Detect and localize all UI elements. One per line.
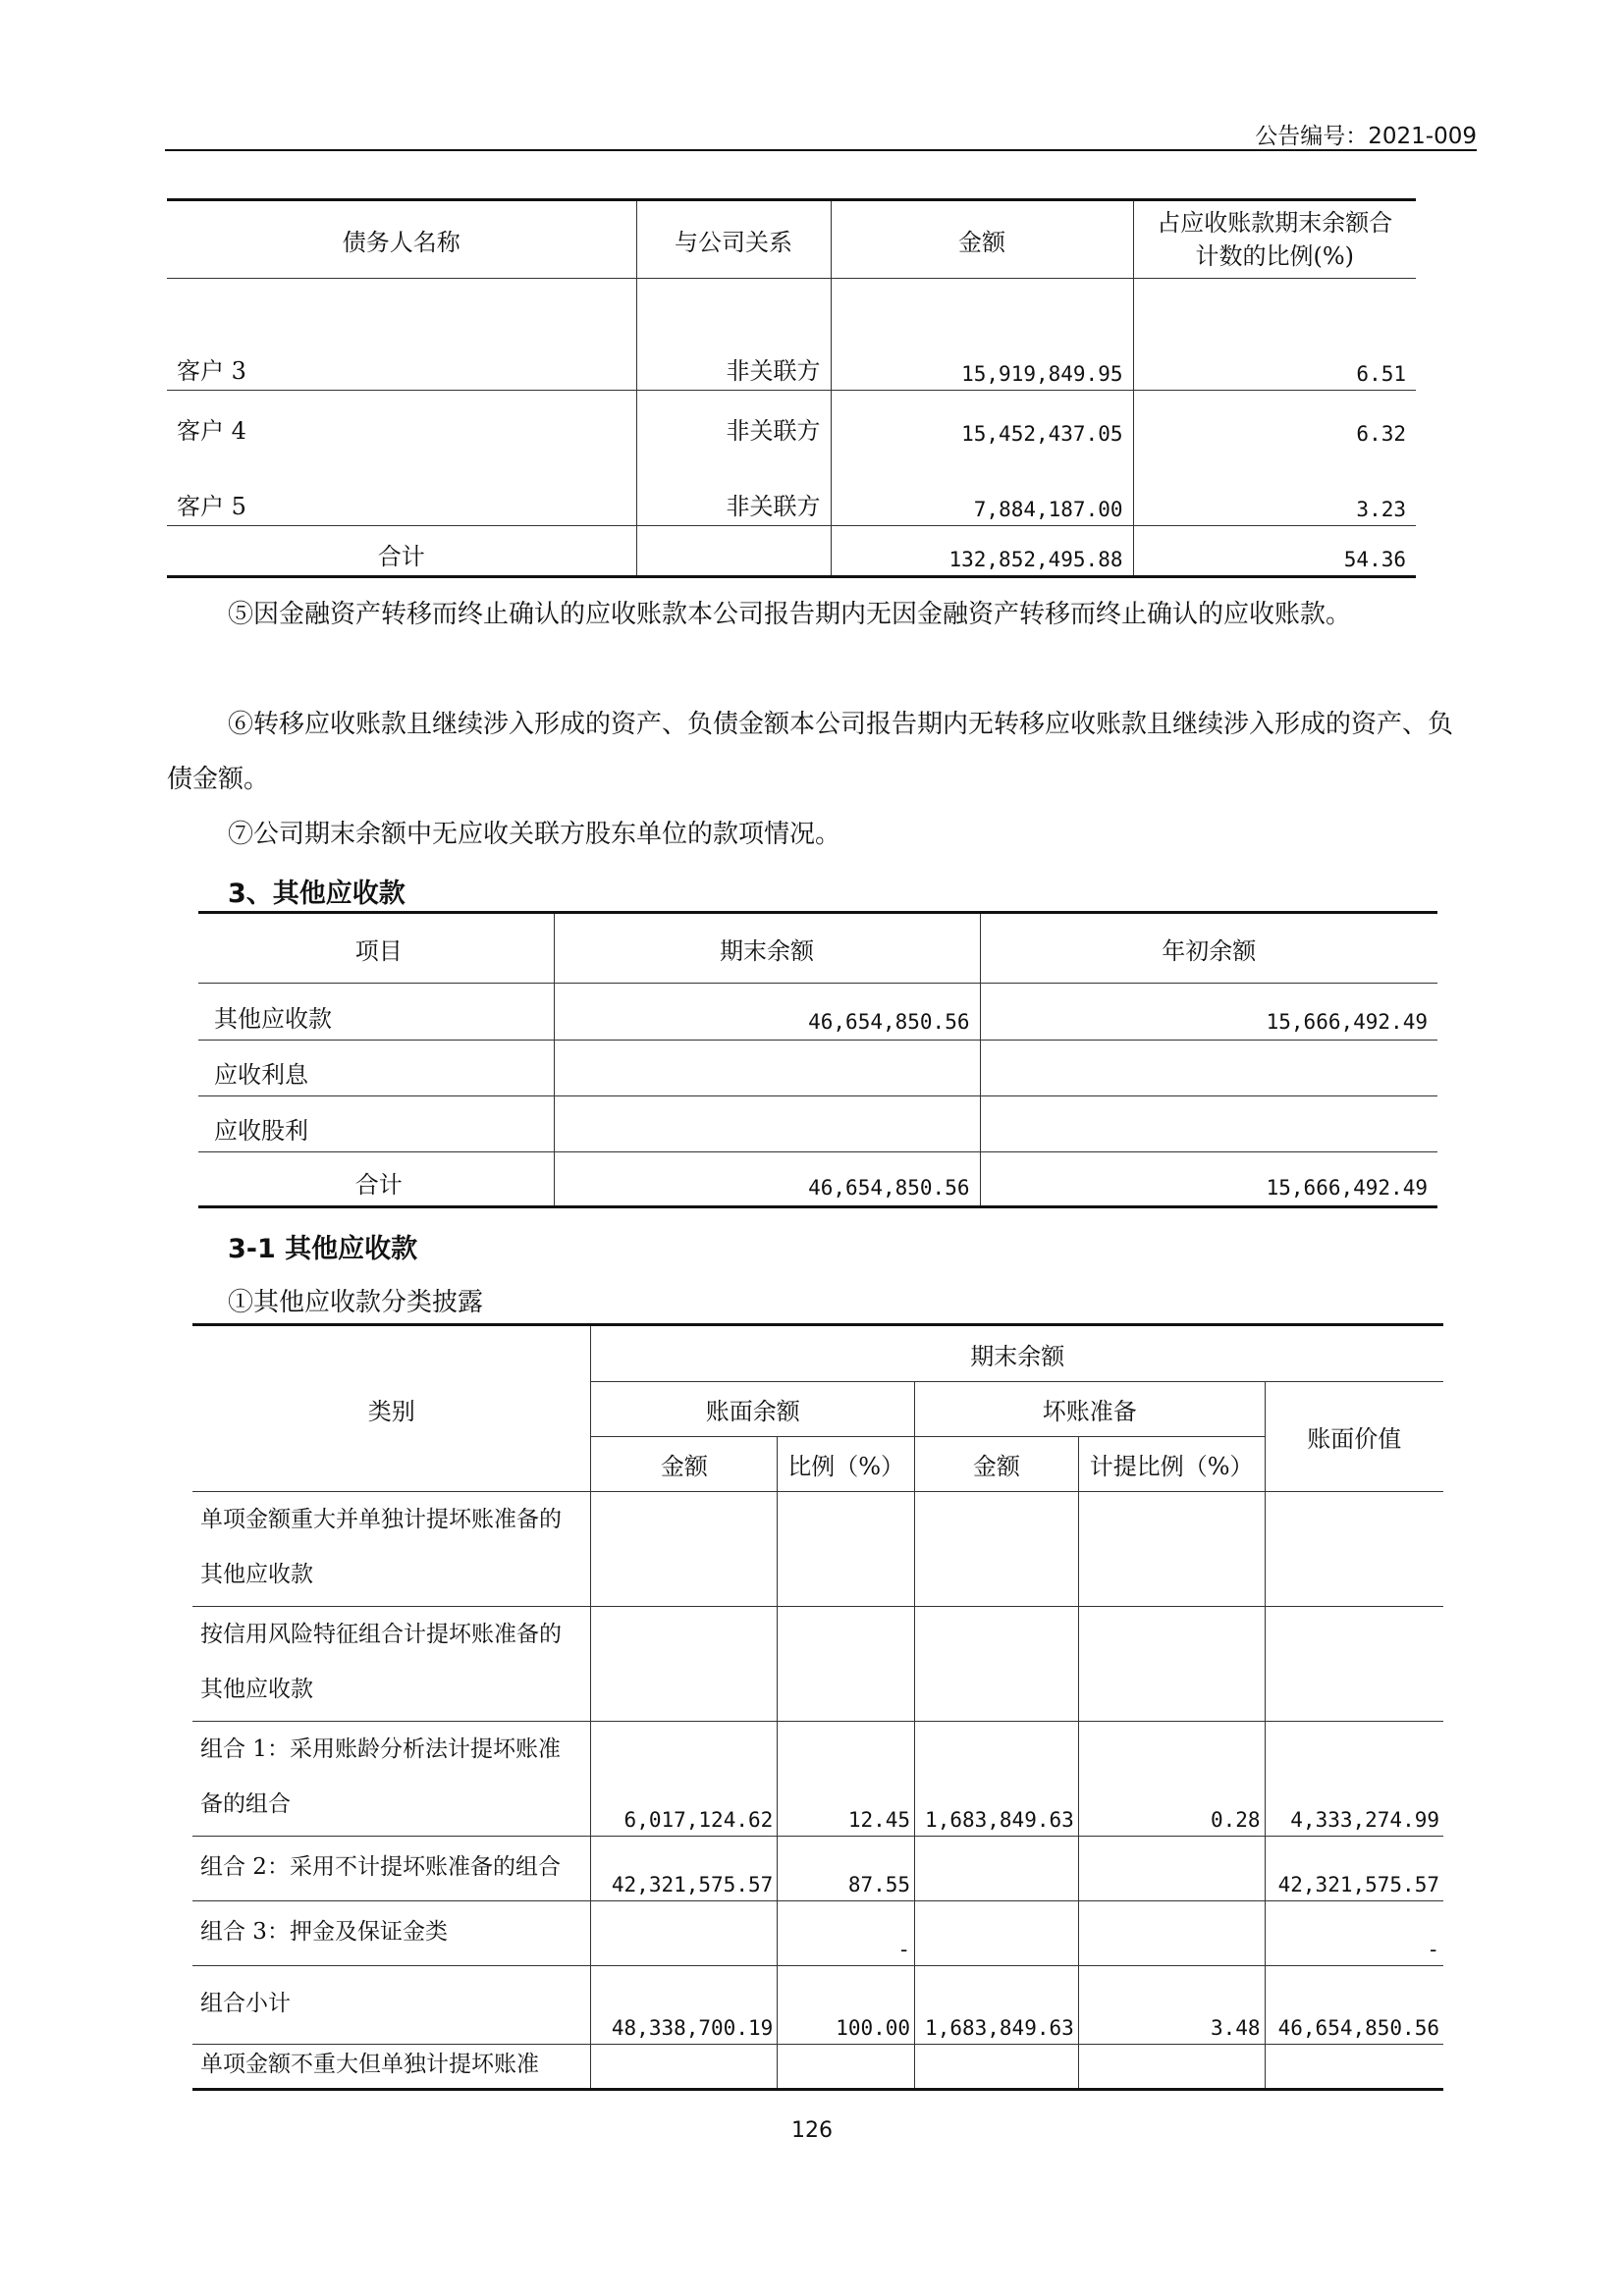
header-amount: 金额	[591, 1437, 778, 1492]
table-total-row	[198, 1152, 1437, 1207]
item-name: 其他应收款	[198, 984, 554, 1041]
book-ratio: 100.00	[778, 1966, 915, 2045]
table-row	[192, 1492, 1443, 1607]
header-begin-balance: 年初余额	[980, 913, 1437, 984]
begin-balance	[980, 1096, 1437, 1152]
item-name: 应收股利	[198, 1096, 554, 1152]
table-row	[198, 984, 1437, 1041]
category-label: 按信用风险特征组合计提坏账准备的其他应收款	[192, 1607, 591, 1722]
subsection-title: 3-1 其他应收款	[228, 1234, 418, 1264]
other-receivables-classification-table	[192, 1323, 1443, 2091]
book-value: 42,321,575.57	[1265, 1837, 1443, 1901]
page-number: 126	[791, 2118, 833, 2143]
category-label: 组合 2：采用不计提坏账准备的组合	[192, 1837, 591, 1901]
table-row	[192, 1607, 1443, 1722]
debtor-name: 客户 4	[177, 416, 246, 445]
book-value: -	[1265, 1901, 1443, 1966]
paragraph-6: ⑥转移应收账款且继续涉入形成的资产、负债金额本公司报告期内无转移应收账款且继续涉入形成的资产、负债金额。	[167, 710, 1454, 794]
debtor-amount: 15,452,437.05	[831, 391, 1133, 450]
category-label: 组合 1：采用账龄分析法计提坏账准备的组合	[192, 1722, 591, 1837]
header-ratio: 占应收账款期末余额合计数的比例(%)	[1133, 200, 1416, 279]
debtor-relation: 非关联方	[636, 391, 831, 450]
header-rule	[165, 149, 1477, 151]
book-ratio: 12.45	[778, 1722, 915, 1837]
book-amount: 42,321,575.57	[591, 1837, 778, 1901]
book-amount: 6,017,124.62	[591, 1722, 778, 1837]
table-header-row	[198, 913, 1437, 984]
table-row	[198, 1041, 1437, 1096]
bad-debt-amount: 1,683,849.63	[915, 1722, 1079, 1837]
bad-debt-ratio: 0.28	[1078, 1722, 1265, 1837]
book-ratio: -	[778, 1901, 915, 1966]
bad-debt-amount: 1,683,849.63	[915, 1966, 1079, 2045]
section-title: 3、其他应收款	[228, 879, 406, 909]
header-provision-ratio: 计提比例（%）	[1078, 1437, 1265, 1492]
announcement-number: 公告编号：2021-009	[1255, 124, 1477, 149]
bad-debt-ratio: 3.48	[1078, 1966, 1265, 2045]
end-balance	[554, 1041, 980, 1096]
category-label: 组合 3：押金及保证金类	[192, 1901, 591, 1966]
header-book-value: 账面价值	[1265, 1382, 1443, 1492]
category-label: 单项金额不重大但单独计提坏账准	[192, 2045, 591, 2090]
book-amount: 48,338,700.19	[591, 1966, 778, 2045]
end-balance: 46,654,850.56	[554, 984, 980, 1041]
table-total-row	[167, 526, 1416, 577]
debtor-ratio: 6.51	[1133, 279, 1416, 391]
debtor-ratio: 6.32	[1133, 391, 1416, 450]
category-label: 单项金额重大并单独计提坏账准备的其他应收款	[192, 1492, 591, 1607]
table-row	[167, 391, 1416, 450]
table-header-row	[167, 200, 1416, 279]
paragraph-5: ⑤因金融资产转移而终止确认的应收账款本公司报告期内无因金融资产转移而终止确认的应收账款。	[228, 600, 1352, 629]
total-begin-balance: 15,666,492.49	[980, 1152, 1437, 1207]
begin-balance	[980, 1041, 1437, 1096]
header-relation: 与公司关系	[636, 200, 831, 279]
header-amount: 金额	[831, 200, 1133, 279]
subsection-subtitle: ①其他应收款分类披露	[228, 1288, 484, 1317]
header-debtor-name: 债务人名称	[167, 200, 636, 279]
table-header-row	[192, 1325, 1443, 1382]
total-amount: 132,852,495.88	[831, 526, 1133, 577]
item-name: 应收利息	[198, 1041, 554, 1096]
book-value: 46,654,850.56	[1265, 1966, 1443, 2045]
debtor-amount: 7,884,187.00	[831, 450, 1133, 526]
header-book-balance: 账面余额	[591, 1382, 915, 1437]
header-bad-debt: 坏账准备	[915, 1382, 1265, 1437]
other-receivables-summary-table	[198, 911, 1437, 1208]
table-row	[198, 1096, 1437, 1152]
debtor-relation: 非关联方	[636, 279, 831, 391]
total-label: 合计	[198, 1152, 554, 1207]
table-row	[192, 1722, 1443, 1837]
debtor-ratio: 3.23	[1133, 450, 1416, 526]
table-subtotal-row	[192, 1966, 1443, 2045]
table-row	[192, 1901, 1443, 1966]
total-label: 合计	[377, 543, 425, 570]
debtor-relation: 非关联方	[636, 450, 831, 526]
book-ratio: 87.55	[778, 1837, 915, 1901]
header-category: 类别	[192, 1325, 591, 1492]
header-period-end: 期末余额	[591, 1325, 1443, 1382]
category-label: 组合小计	[192, 1966, 591, 2045]
total-end-balance: 46,654,850.56	[554, 1152, 980, 1207]
total-ratio: 54.36	[1133, 526, 1416, 577]
begin-balance: 15,666,492.49	[980, 984, 1437, 1041]
header-bad-amount: 金额	[915, 1437, 1079, 1492]
end-balance	[554, 1096, 980, 1152]
header-end-balance: 期末余额	[554, 913, 980, 984]
debtor-name: 客户 5	[167, 450, 636, 526]
table-row	[167, 450, 1416, 526]
table-row	[167, 279, 1416, 391]
book-value: 4,333,274.99	[1265, 1722, 1443, 1837]
top-debtors-table	[167, 198, 1416, 578]
header-ratio: 比例（%）	[778, 1437, 915, 1492]
header-item: 项目	[198, 913, 554, 984]
paragraph-7: ⑦公司期末余额中无应收关联方股东单位的款项情况。	[228, 820, 841, 849]
table-row	[192, 2045, 1443, 2090]
table-row	[192, 1837, 1443, 1901]
debtor-name: 客户 3	[167, 279, 636, 391]
debtor-amount: 15,919,849.95	[831, 279, 1133, 391]
